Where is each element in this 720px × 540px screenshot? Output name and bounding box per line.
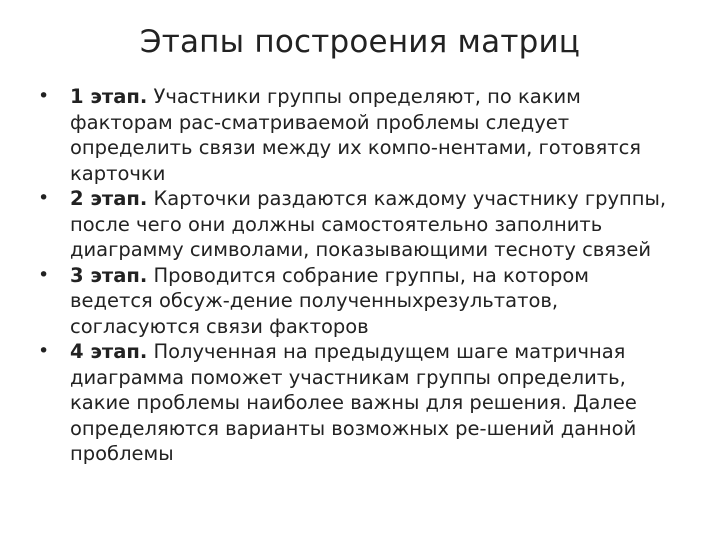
stages-list <box>36 84 676 467</box>
stage-label: 4 этап. <box>70 340 148 363</box>
stage-label: 3 этап. <box>70 263 148 287</box>
stage-description: Карточки раздаются каждому участнику группы, после чего они должны самостоятельно заполнить диаграмму символами, показывающими тесноту связей <box>70 187 667 261</box>
stage-item-3 <box>36 263 676 340</box>
stage-label: 2 этап. <box>70 187 148 210</box>
stage-item-4 <box>36 339 676 467</box>
bullet-icon: • <box>38 263 50 286</box>
stage-item-1 <box>36 84 676 186</box>
bullet-icon: • <box>38 340 50 362</box>
stage-item-2 <box>36 186 676 263</box>
slide-title: Этапы построения матриц <box>139 24 581 60</box>
stage-description: Полученная на предыдущем шаге матричная диаграмма поможет участникам группы определить, какие проблемы наиболее важны для решения. Далее определяются варианты возможных ре-шений данной проблемы <box>70 340 637 465</box>
bullet-icon: • <box>38 85 50 107</box>
stage-description: Участники группы определяют, по каким факторам рас-сматриваемой проблемы следует определить связи между их компо-нентами, готовятся карточки <box>70 85 642 185</box>
bullet-icon: • <box>38 187 50 209</box>
stage-description: Проводится собрание группы, на котором ведется обсуж-дение полученныхрезультатов, согласуются связи факторов <box>70 263 590 338</box>
stage-label: 1 этап. <box>70 85 148 108</box>
